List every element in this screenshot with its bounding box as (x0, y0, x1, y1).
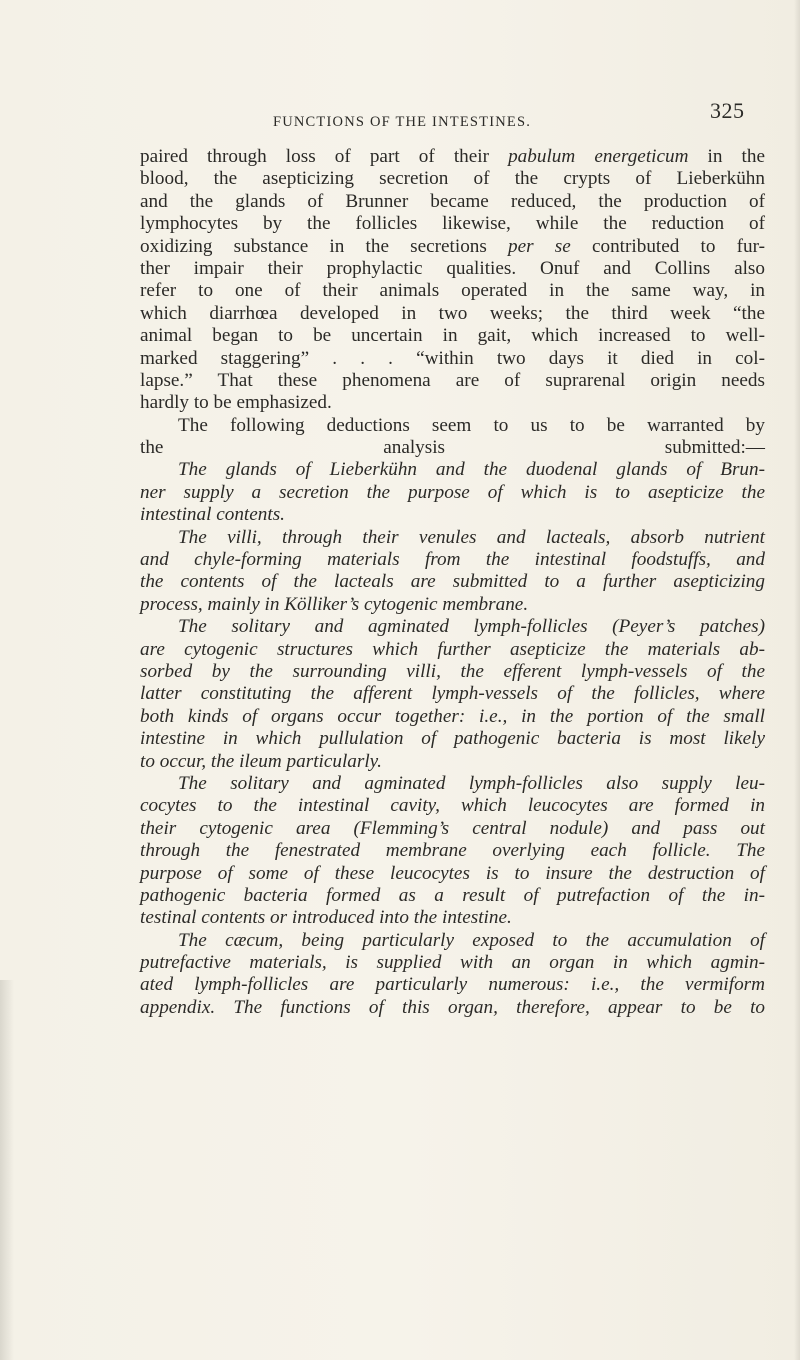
text-run: The following deductions seem to us to be warranted by (178, 414, 765, 436)
italic-text: intestinal contents. (140, 504, 285, 526)
text-run: lymphocytes by the follicles likewise, while the reduction of (140, 213, 765, 235)
body-text (140, 146, 765, 1019)
italic-text: through the fenestrated membrane overlying each follicle. The (140, 840, 765, 862)
italic-text: pathogenic bacteria formed as a result of putrefaction of the in- (140, 884, 765, 906)
text-run: hardly to be emphasized. (140, 392, 332, 414)
text-run: the analysis submitted:— (140, 437, 765, 459)
italic-text: to occur, the ileum particularly. (140, 750, 382, 772)
text-line (140, 415, 765, 437)
italic-text: purpose of some of these leucocytes is to insure the destruction of (140, 862, 765, 884)
italic-text: per se (508, 235, 571, 257)
running-title: FUNCTIONS OF THE INTESTINES. (272, 114, 532, 130)
text-line (140, 751, 765, 773)
text-line (140, 639, 765, 661)
italic-text: The glands of Lieberkühn and the duodenal glands of Brun- (178, 459, 765, 481)
text-line (140, 191, 765, 213)
text-run: paired through loss of part of their (140, 146, 509, 167)
italic-text: The cæcum, being particularly exposed to the accumulation of (178, 929, 765, 951)
text-line (140, 728, 765, 750)
italic-text: and chyle-forming materials from the intestinal foodstuffs, and (140, 549, 765, 571)
text-line (140, 437, 765, 459)
text-line (140, 974, 765, 996)
page-edge-shadow (794, 0, 800, 1360)
text-line (140, 661, 765, 683)
text-run: ther impair their prophylactic qualities. Onuf and Collins also (140, 257, 765, 279)
text-run: blood, the asepticizing secretion of the crypts of Lieberkühn (140, 168, 765, 190)
italic-text: appendix. The functions of this organ, therefore, appear to be to (140, 996, 765, 1018)
text-line (140, 549, 765, 571)
italic-text: The villi, through their venules and lacteals, absorb nutrient (178, 526, 765, 548)
italic-text: both kinds of organs occur together: i.e., in the portion of the small (140, 705, 765, 727)
text-line (140, 863, 765, 885)
italic-text: are cytogenic structures which further asepticize the materials ab- (140, 638, 765, 660)
text-line (140, 773, 765, 795)
text-line (140, 706, 765, 728)
text-run: animal began to be uncertain in gait, which increased to well- (140, 325, 765, 347)
page-number: 325 (710, 98, 745, 123)
text-line (140, 348, 765, 370)
text-line (140, 594, 765, 616)
italic-text: The solitary and agminated lymph-follicles also supply leu- (178, 772, 765, 794)
text-run: refer to one of their animals operated in the same way, in (140, 280, 765, 302)
italic-text: putrefactive materials, is supplied with an organ in which agmin- (140, 952, 765, 974)
italic-text: testinal contents or introduced into the intestine. (140, 907, 512, 929)
text-run: which diarrhœa developed in two weeks; the third week “the (140, 302, 765, 324)
text-line (140, 168, 765, 190)
italic-text: process, mainly in Kölliker’s cytogenic membrane. (140, 593, 529, 615)
text-line (140, 571, 765, 593)
text-line (140, 303, 765, 325)
text-line (140, 392, 765, 414)
text-run: in the (688, 146, 765, 167)
text-line (140, 930, 765, 952)
text-line (140, 840, 765, 862)
italic-text: The solitary and agminated lymph-follicles (Peyer’s patches) (178, 616, 765, 638)
text-line (140, 504, 765, 526)
text-line (140, 527, 765, 549)
italic-text: sorbed by the surrounding villi, the efferent lymph-vessels of the (140, 660, 765, 682)
italic-text: latter constituting the afferent lymph-vessels of the follicles, where (140, 683, 765, 705)
text-run: oxidizing substance in the secretions (140, 235, 509, 257)
text-line (140, 818, 765, 840)
text-line (140, 280, 765, 302)
text-line (140, 213, 765, 235)
italic-text: their cytogenic area (Flemming’s central nodule) and pass out (140, 817, 765, 839)
text-line (140, 325, 765, 347)
italic-text: intestine in which pullulation of pathogenic bacteria is most likely (140, 728, 765, 750)
italic-text: the contents of the lacteals are submitted to a further asepticizing (140, 571, 765, 593)
text-line (140, 683, 765, 705)
text-run: contributed to fur- (570, 235, 766, 257)
text-line (140, 616, 765, 638)
text-line (140, 146, 765, 168)
text-run: lapse.” That these phenomena are of suprarenal origin needs (140, 369, 765, 391)
italic-text: ner supply a secretion the purpose of which is to asepticize the (140, 481, 765, 503)
text-line (140, 258, 765, 280)
text-line (140, 952, 765, 974)
text-line (140, 370, 765, 392)
text-line (140, 482, 765, 504)
text-line (140, 907, 765, 929)
italic-text: cocytes to the intestinal cavity, which leucocytes are formed in (140, 795, 765, 817)
text-line (140, 795, 765, 817)
text-line (140, 885, 765, 907)
text-run: marked staggering” . . . “within two days it died in col- (140, 347, 765, 369)
page-gutter-shadow (0, 980, 14, 1360)
text-line (140, 459, 765, 481)
italic-text: pabulum energeticum (508, 146, 689, 167)
text-line (140, 236, 765, 258)
text-run: and the glands of Brunner became reduced, the production of (140, 190, 765, 212)
text-line (140, 997, 765, 1019)
italic-text: ated lymph-follicles are particularly numerous: i.e., the vermiform (140, 974, 765, 996)
